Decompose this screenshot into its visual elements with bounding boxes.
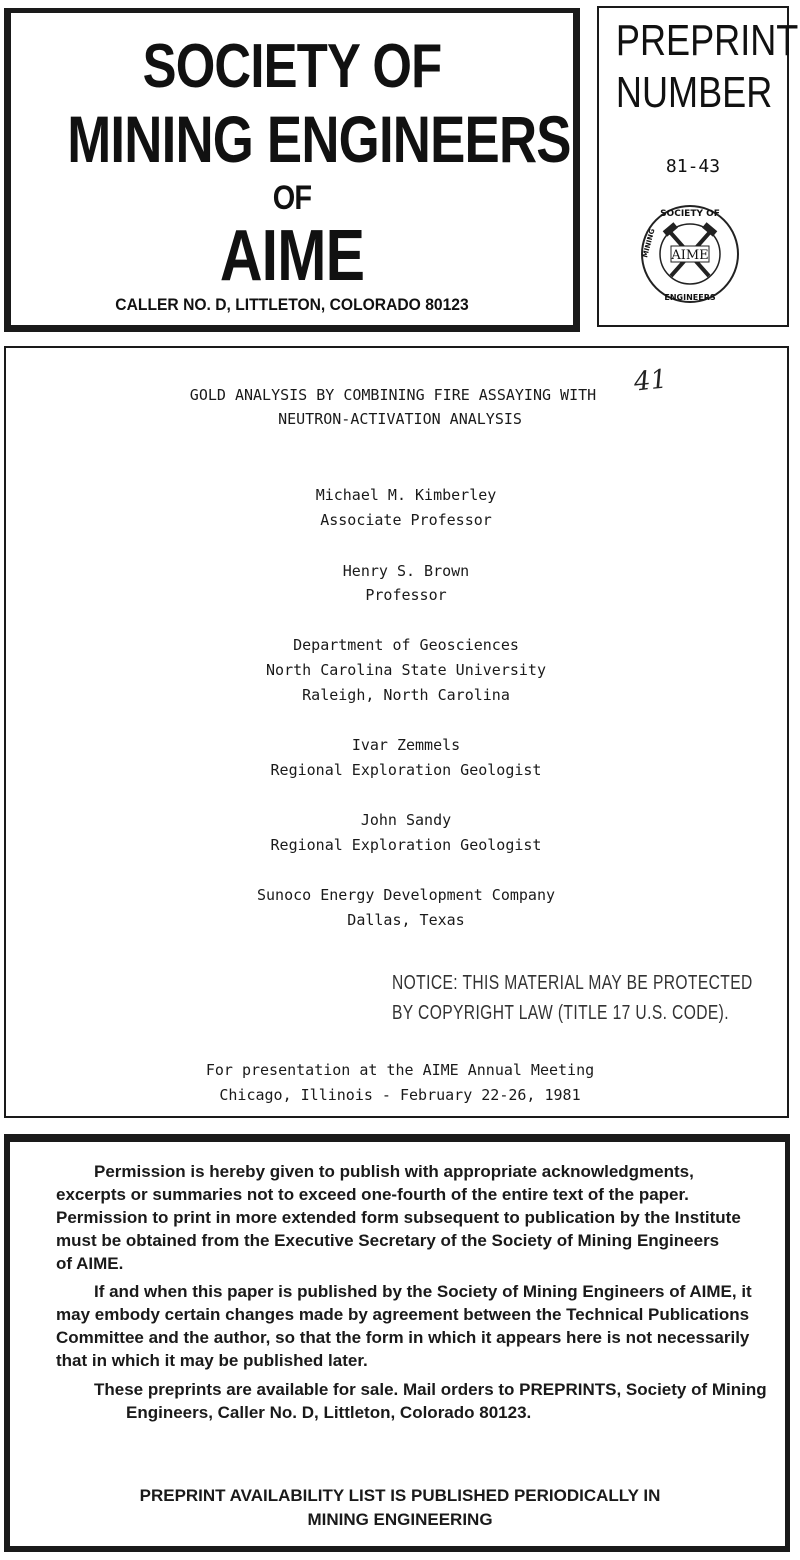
author-role: Regional Exploration Geologist [270, 836, 542, 854]
permission-text-line: Permission is hereby given to publish with appropriate acknowledgments, [94, 1162, 694, 1181]
permission-text-line: may embody certain changes made by agreement between the Technical Publications [56, 1305, 750, 1324]
permission-text-line: excerpts or summaries not to exceed one-fourth of the entire text of the paper. [56, 1185, 689, 1204]
society-header-box [4, 8, 580, 332]
permission-text-line: Permission to print in more extended form subsequent to publication by the Institute [56, 1208, 741, 1227]
permission-text-line: that in which it may be published later. [56, 1351, 368, 1370]
author-name: Ivar Zemmels [351, 736, 461, 754]
permission-text-line: must be obtained from the Executive Secretary of the Society of Mining Engineers [56, 1231, 720, 1250]
society-seal-icon [637, 196, 743, 314]
permission-text-line: Engineers, Caller No. D, Littleton, Colorado 80123. [126, 1403, 532, 1422]
society-name-of: OF [272, 179, 312, 217]
copyright-notice-stamp [392, 968, 753, 1028]
notice-line2: BY COPYRIGHT LAW (TITLE 17 U.S. CODE). [392, 1002, 729, 1024]
society-name-line1: SOCIETY OF [142, 32, 442, 101]
permission-text-line: If and when this paper is published by the Society of Mining Engineers of AIME, it [94, 1282, 752, 1301]
paper-title-line2: NEUTRON-ACTIVATION ANALYSIS [278, 410, 522, 428]
paper-title-line1: GOLD ANALYSIS BY COMBINING FIRE ASSAYING WITH [189, 386, 597, 404]
permission-text-line: of AIME. [56, 1254, 124, 1273]
affiliation-line: Department of Geosciences [293, 636, 519, 654]
preprint-number-box [597, 6, 799, 327]
permission-text-line: Committee and the author, so that the form in which it appears here is not necessarily [56, 1328, 750, 1347]
handwritten-note: 41 [632, 364, 669, 398]
author-name: Henry S. Brown [342, 562, 470, 580]
society-name-aime: AIME [219, 216, 365, 296]
society-name-line2: MINING ENGINEERS [67, 102, 571, 176]
notice-line1: NOTICE: THIS MATERIAL MAY BE PROTECTED [392, 972, 753, 994]
seal-center-text: AIME [671, 248, 709, 263]
author-role: Professor [365, 586, 447, 604]
society-address: CALLER NO. D, LITTLETON, COLORADO 80123 [115, 295, 469, 314]
affiliation-line: Dallas, Texas [347, 911, 465, 929]
author-role: Associate Professor [320, 511, 492, 529]
availability-line2: MINING ENGINEERING [307, 1510, 493, 1529]
seal-left-text: MINING [641, 227, 657, 259]
affiliation-line: Sunoco Energy Development Company [256, 886, 555, 904]
presentation-line1: For presentation at the AIME Annual Meeting [205, 1061, 595, 1079]
seal-bottom-text: ENGINEERS [664, 293, 716, 302]
presentation-line2: Chicago, Illinois - February 22-26, 1981 [219, 1086, 581, 1104]
permission-text-line: These preprints are available for sale. Mail orders to PREPRINTS, Society of Mining [94, 1380, 767, 1399]
affiliation-line: Raleigh, North Carolina [302, 686, 510, 704]
preprint-label: PREPRINT [615, 16, 799, 65]
affiliation-line: North Carolina State University [266, 661, 546, 679]
availability-line1: PREPRINT AVAILABILITY LIST IS PUBLISHED PERIODICALLY IN [139, 1486, 661, 1505]
seal-top-text: SOCIETY OF [660, 209, 720, 219]
author-role: Regional Exploration Geologist [270, 761, 542, 779]
author-name: Michael M. Kimberley [315, 486, 497, 504]
preprint-number: 81-43 [665, 156, 721, 177]
author-name: John Sandy [360, 811, 452, 829]
number-label: NUMBER [615, 68, 773, 117]
